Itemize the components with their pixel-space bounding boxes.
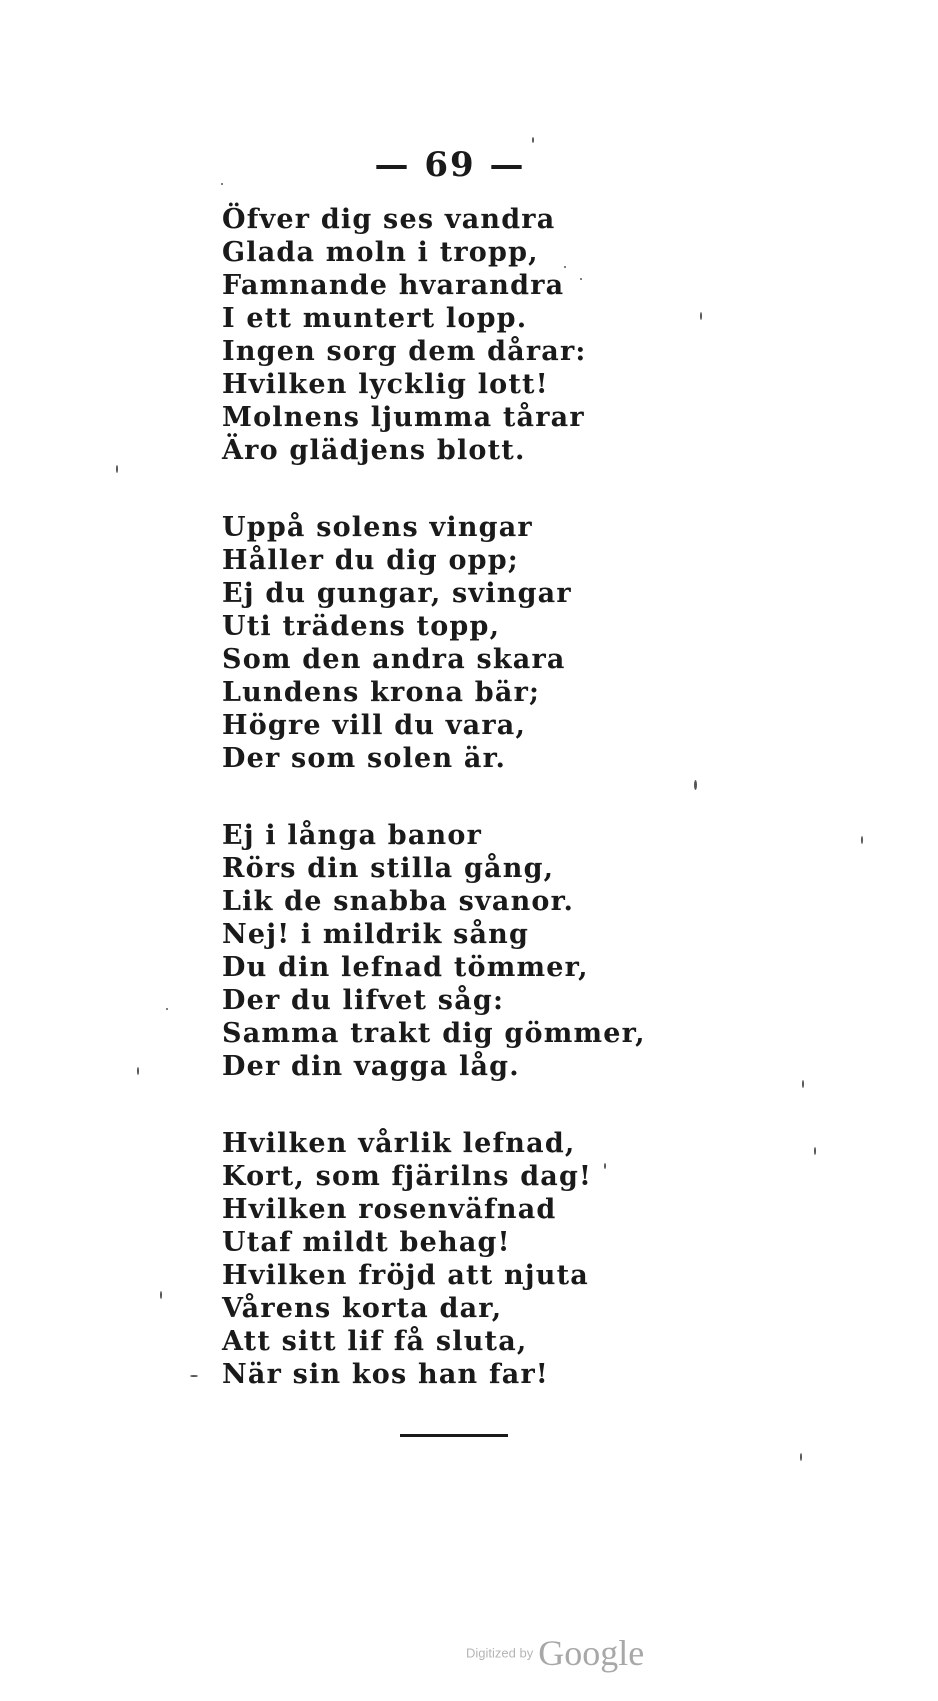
scan-speck (580, 278, 582, 280)
digitized-watermark (466, 1632, 644, 1674)
poem-line: I ett muntert lopp. (222, 303, 528, 334)
poem-line: Der din vagga låg. (222, 1051, 520, 1082)
scan-speck (564, 266, 566, 268)
poem-line: Högre vill du vara, (222, 710, 527, 741)
poem-line: Du din lefnad tömmer, (222, 952, 589, 983)
scan-speck (800, 1453, 802, 1461)
poem-line: Famnande hvarandra (222, 270, 565, 301)
scan-speck (190, 1375, 198, 1377)
poem-line: Utaf mildt behag! (222, 1227, 511, 1258)
scan-speck (604, 1163, 606, 1169)
scan-speck (166, 1008, 168, 1010)
poem-line: Ingen sorg dem dårar: (222, 336, 587, 367)
stanza-4 (222, 1127, 662, 1391)
scan-speck (532, 137, 534, 143)
poem-line: Uti trädens topp, (222, 611, 501, 642)
poem-line: Ej du gungar, svingar (222, 578, 572, 609)
watermark-brand: Google (538, 1633, 645, 1673)
poem-line: Rörs din stilla gång, (222, 853, 555, 884)
poem-line: Öfver dig ses vandra (222, 204, 556, 235)
poem-line: Äro glädjens blott. (222, 435, 526, 466)
poem-line: Som den andra skara (222, 644, 566, 675)
poem-line: Lundens krona bär; (222, 677, 541, 708)
poem-line: Nej! i mildrik sång (222, 919, 530, 950)
scan-speck (814, 1147, 816, 1155)
poem-line: Hvilken vårlik lefnad, (222, 1128, 576, 1159)
scan-speck (700, 312, 702, 320)
poem-line: Vårens korta dar, (222, 1293, 503, 1324)
scan-speck (116, 465, 118, 473)
scan-speck (694, 780, 697, 790)
stanza-3 (222, 819, 662, 1083)
poem-line: Samma trakt dig gömmer, (222, 1018, 646, 1049)
stanza-1 (222, 203, 662, 467)
poem-line: Glada moln i tropp, (222, 237, 539, 268)
end-rule (400, 1434, 508, 1437)
poem (222, 203, 662, 1435)
watermark-prefix: Digitized by (466, 1645, 534, 1661)
poem-line: Lik de snabba svanor. (222, 886, 575, 917)
scan-speck (137, 1067, 139, 1075)
stanza-2 (222, 511, 662, 775)
poem-line: När sin kos han far! (222, 1359, 549, 1390)
scan-speck (221, 183, 223, 185)
page-number: — 69 — (374, 145, 526, 185)
scan-speck (861, 836, 863, 844)
poem-line: Ej i långa banor (222, 820, 482, 851)
scan-speck (802, 1080, 804, 1088)
scan-speck (160, 1291, 162, 1299)
poem-line: Hvilken fröjd att njuta (222, 1260, 589, 1291)
poem-line: Uppå solens vingar (222, 512, 533, 543)
poem-line: Håller du dig opp; (222, 545, 519, 576)
poem-line: Att sitt lif få sluta, (222, 1326, 528, 1357)
poem-line: Der som solen är. (222, 743, 507, 774)
poem-line: Hvilken rosenväfnad (222, 1194, 557, 1225)
poem-line: Hvilken lycklig lott! (222, 369, 549, 400)
poem-line: Kort, som fjärilns dag! (222, 1161, 593, 1192)
poem-line: Molnens ljumma tårar (222, 402, 585, 433)
poem-line: Der du lifvet såg: (222, 985, 505, 1016)
